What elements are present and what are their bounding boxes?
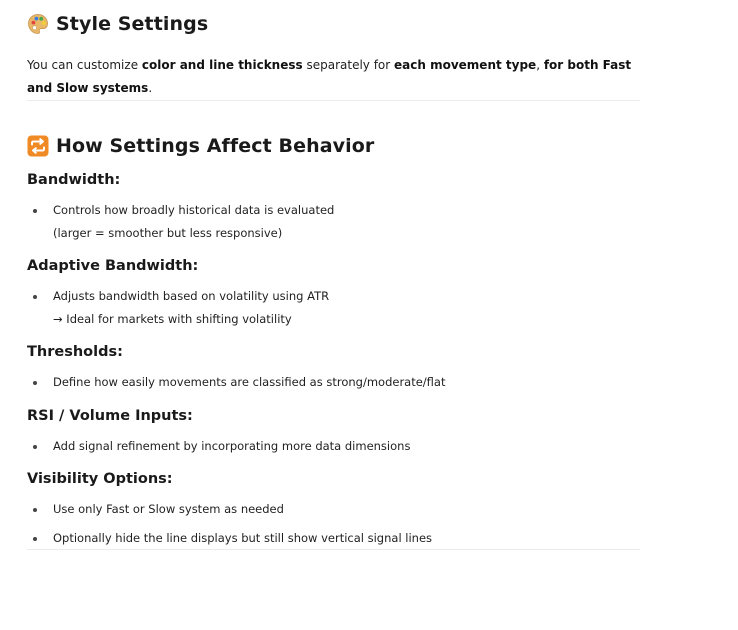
list-item [27,285,640,330]
list-item-line2: Ideal for markets with shifting volatility [62,311,292,326]
group-heading-thresholds: Thresholds: [27,344,123,360]
list-item [27,371,640,394]
intro-text-2: separately for [302,58,395,72]
group-list-rsi-volume [27,435,640,458]
intro-bold-1: color and line thickness [141,58,303,72]
behavior-heading [27,134,640,158]
group-list-adaptive-bandwidth [27,285,640,330]
intro-bold-3: for both Fast and Slow systems [27,58,632,95]
group-list-visibility [27,498,640,549]
list-item-line1: Optionally hide the line displays but still show vertical signal lines [53,530,433,545]
bullet-dot [33,209,37,213]
group-list-bandwidth [27,199,640,244]
style-settings-intro [27,54,640,100]
intro-text-1: You can customize [27,58,142,72]
group-heading-bandwidth: Bandwidth: [27,172,121,188]
list-item-line1: Adjusts bandwidth based on volatility using ATR [53,289,330,303]
document [27,0,640,550]
section-divider [27,549,640,550]
palette-icon [27,13,49,35]
group-heading-visibility: Visibility Options: [27,471,173,487]
bullet-dot [33,537,37,541]
bullet-dot [33,445,37,449]
behavior-title: How Settings Affect Behavior [56,135,375,157]
list-item-line1: Add signal refinement by incorporating more data dimensions [53,438,411,453]
bullet-dot [33,508,37,512]
list-item-line2: (larger = smoother but less responsive) [53,225,283,240]
style-settings-title: Style Settings [56,13,209,35]
section-spacer [27,101,640,134]
group-list-thresholds [27,371,640,394]
list-item-line1: Define how easily movements are classified as strong/moderate/flat [53,375,446,389]
list-item [27,435,640,458]
list-item [27,498,640,521]
bullet-dot [33,381,37,385]
intro-bold-2: each movement type [394,58,537,72]
group-heading-rsi-volume: RSI / Volume Inputs: [27,407,193,424]
list-item-line1: Controls how broadly historical data is evaluated [53,203,335,217]
repeat-arrows-icon [27,135,49,157]
style-settings-heading [27,12,640,36]
list-item [27,199,640,244]
intro-text-4: . [148,81,153,95]
list-item-line1: Use only Fast or Slow system as needed [53,502,284,516]
list-item [27,527,640,550]
group-heading-adaptive-bandwidth: Adaptive Bandwidth: [27,258,199,274]
bullet-dot [33,295,37,299]
intro-text-3: , [536,58,544,72]
arrow-right-icon: → [53,311,63,326]
